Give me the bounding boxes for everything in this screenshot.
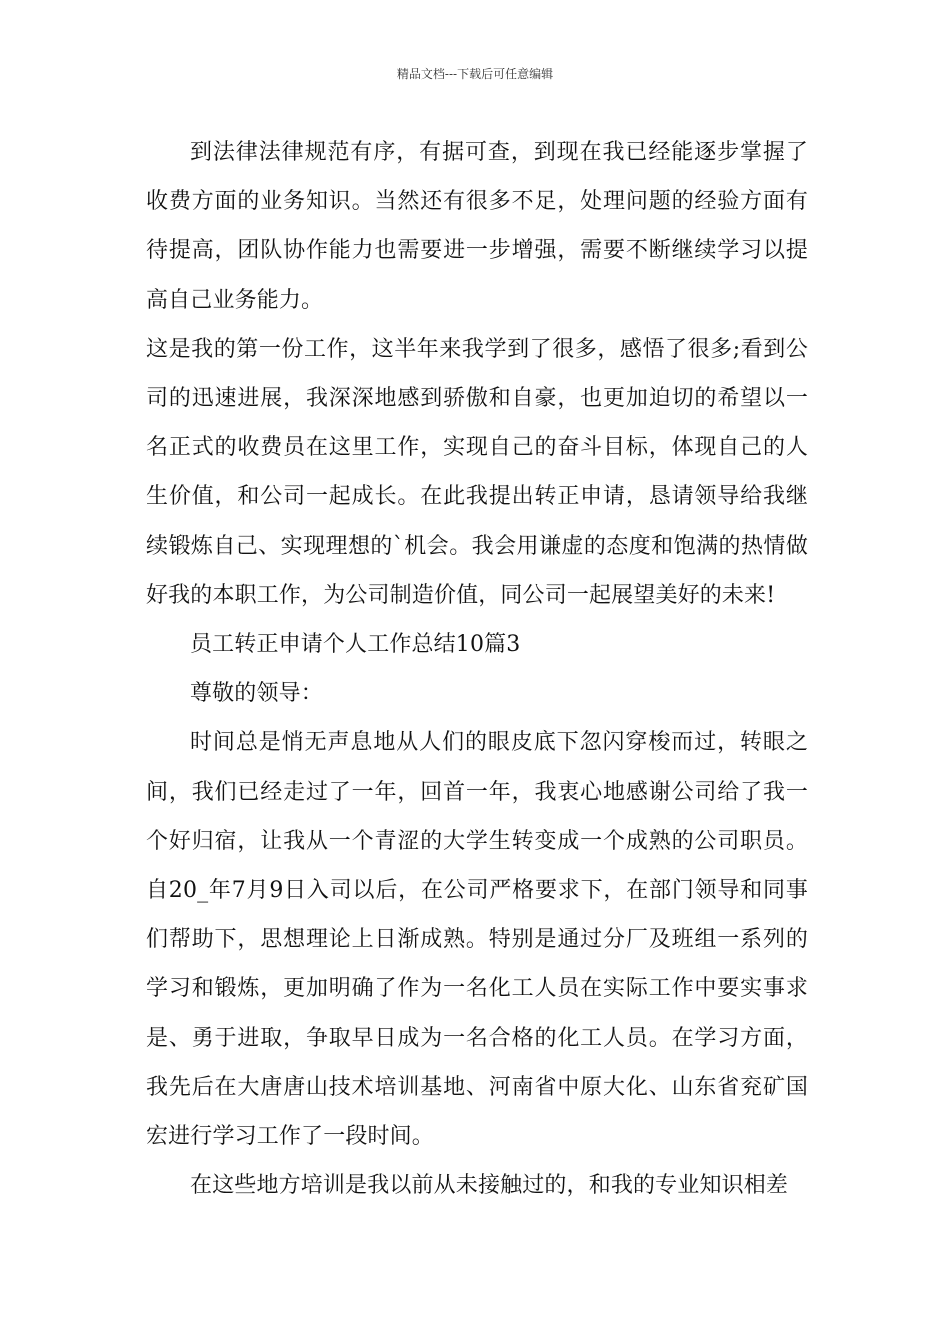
paragraph-2: 这是我的第一份工作，这半年来我学到了很多，感悟了很多;看到公司的迅速进展，我深深地感到骄傲和自豪，也更加迫切的希望以一名正式的收费员在这里工作，实现自己的奋斗目标，体现自己的人生价值，和公司一起成长。在此我提出转正申请，恳请领导给我继续锻炼自己、实现理想的`机会。我会用谦虚的态度和饱满的热情做好我的本职工作，为公司制造价值，同公司一起展望美好的未来! (146, 336, 808, 608)
salutation: 尊敬的领导： (190, 681, 323, 707)
paragraph-1: 到法律法律规范有序，有据可查，到现在我已经能逐步掌握了收费方面的业务知识。当然还有很多不足，处理问题的经验方面有待提高，团队协作能力也需要进一步增强，需要不断继续学习以提高自己业务能力。 (146, 140, 808, 313)
page-header: 精品文档---下载后可任意编辑 (396, 67, 554, 81)
paragraph-4: 在这些地方培训是我以前从未接触过的，和我的专业知识相差 (190, 1173, 789, 1199)
section-title: 员工转正申请个人工作总结10篇3 (190, 632, 521, 658)
paragraph-3: 时间总是悄无声息地从人们的眼皮底下忽闪穿梭而过，转眼之间，我们已经走过了一年，回首一年，我衷心地感谢公司给了我一个好归宿，让我从一个青涩的大学生转变成一个成熟的公司职员。自20_年7月9日入司以后，在公司严格要求下，在部门领导和同事们帮助下，思想理论上日渐成熟。特别是通过分厂及班组一系列的学习和锻炼，更加明确了作为一名化工人员在实际工作中要实事求是、勇于进取，争取早日成为一名合格的化工人员。在学习方面，我先后在大唐唐山技术培训基地、河南省中原大化、山东省兖矿国宏进行学习工作了一段时间。 (146, 730, 808, 1150)
document-body (146, 128, 808, 1210)
